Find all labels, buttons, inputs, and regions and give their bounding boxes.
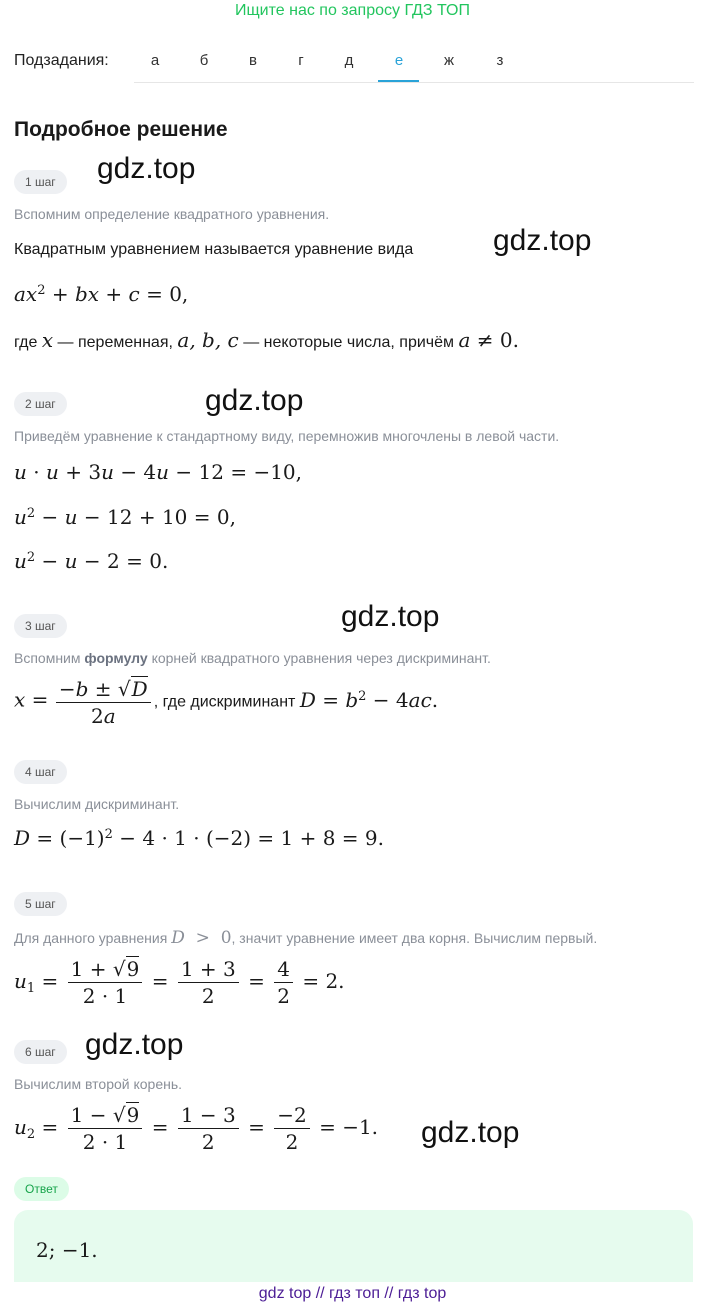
definition-text: Квадратным уравнением называется уравнение вида [14,241,414,258]
where-prefix: где [14,334,38,351]
section-title: Подробное решение [14,118,228,141]
tab-d[interactable]: д [344,52,354,69]
subtask-tabs [134,40,694,83]
watermark: gdz.top [205,384,304,417]
step-hint: Вычислим дискриминант. [14,796,180,812]
tab-g[interactable]: г [298,52,304,69]
footer-links[interactable]: gdz top // гдз топ // гдз top [258,1285,447,1302]
step-hint: Для данного уравнения D > 0, значит уравнение имеет два корня. Вычислим первый. [14,928,598,948]
step-badge: 4 шаг [14,760,67,784]
discriminant-calculation: $D = (-1)^2 - 4 \cdot 1 \cdot (-2) = 1 + 8 = 9$. [14,826,384,850]
subtasks-label: Подзадания: [14,52,109,69]
tab-a[interactable]: а [150,52,160,69]
step-badge: 3 шаг [14,614,67,638]
discriminant-label: , где дискриминант [153,693,296,711]
step-hint: Вспомним определение квадратного уравнения. [14,206,330,222]
watermark: gdz.top [97,152,196,185]
active-tab-indicator [378,80,419,82]
root-formula-line: x = $\frac{-b \pm √D}{2a}$ , где дискриминант $D = b^2 - 4ac$. [14,677,439,728]
tab-v[interactable]: в [249,52,257,69]
step-badge: 2 шаг [14,392,67,416]
step-badge: 6 шаг [14,1040,67,1064]
general-quadratic-formula: $ax^2$ + bx + c = 0, [14,282,189,306]
step-hint: Вычислим второй корень. [14,1076,183,1092]
search-banner: Ищите нас по запросу ГДЗ ТОП [235,2,470,19]
answer-box [14,1210,693,1282]
equation-expanded: u · u + 3u − 4u − 12 = −10, [14,460,303,484]
answer-badge: Ответ [14,1177,69,1201]
formula-link[interactable]: формулу [84,650,148,666]
step-hint: Приведём уравнение к стандартному виду, перемножив многочлены в левой части. [14,428,560,444]
tab-e[interactable]: е [394,52,404,69]
equation-standard: $u^2 - u - 2 = 0$. [14,549,169,573]
step-badge: 5 шаг [14,892,67,916]
watermark: gdz.top [85,1028,184,1061]
step-hint: Вспомним формулу корней квадратного уравнения через дискриминант. [14,650,491,666]
where-line: где x — переменная, a, b, c — некоторые числа, причём a ≠ 0. [14,328,519,352]
answer-value: 2; −1. [36,1238,98,1262]
step-badge: 1 шаг [14,170,67,194]
tab-zh[interactable]: ж [443,52,455,69]
where-mid-2: — некоторые числа, причём [243,334,455,351]
where-mid-1: — переменная, [57,334,173,351]
first-root-calculation: $u_1$ = $\frac{1 + √9}{2 \cdot 1}$ = $\frac{1 + 3}{2}$ = $\frac{4}{2}$ = 2. [14,957,345,1008]
tab-b[interactable]: б [199,52,209,69]
second-root-calculation: $u_2$ = $\frac{1 - √9}{2 \cdot 1}$ = $\frac{1 - 3}{2}$ = $\frac{-2}{2}$ = −1. [14,1103,379,1154]
tab-z[interactable]: з [496,52,504,69]
root-formula-fraction: $\frac{-b \pm √D}{2a}$ [56,676,151,729]
equation-collected: $u^2 - u - 12 + 10 = 0$, [14,505,236,529]
watermark: gdz.top [341,600,440,633]
watermark: gdz.top [421,1116,520,1149]
watermark: gdz.top [493,224,592,257]
